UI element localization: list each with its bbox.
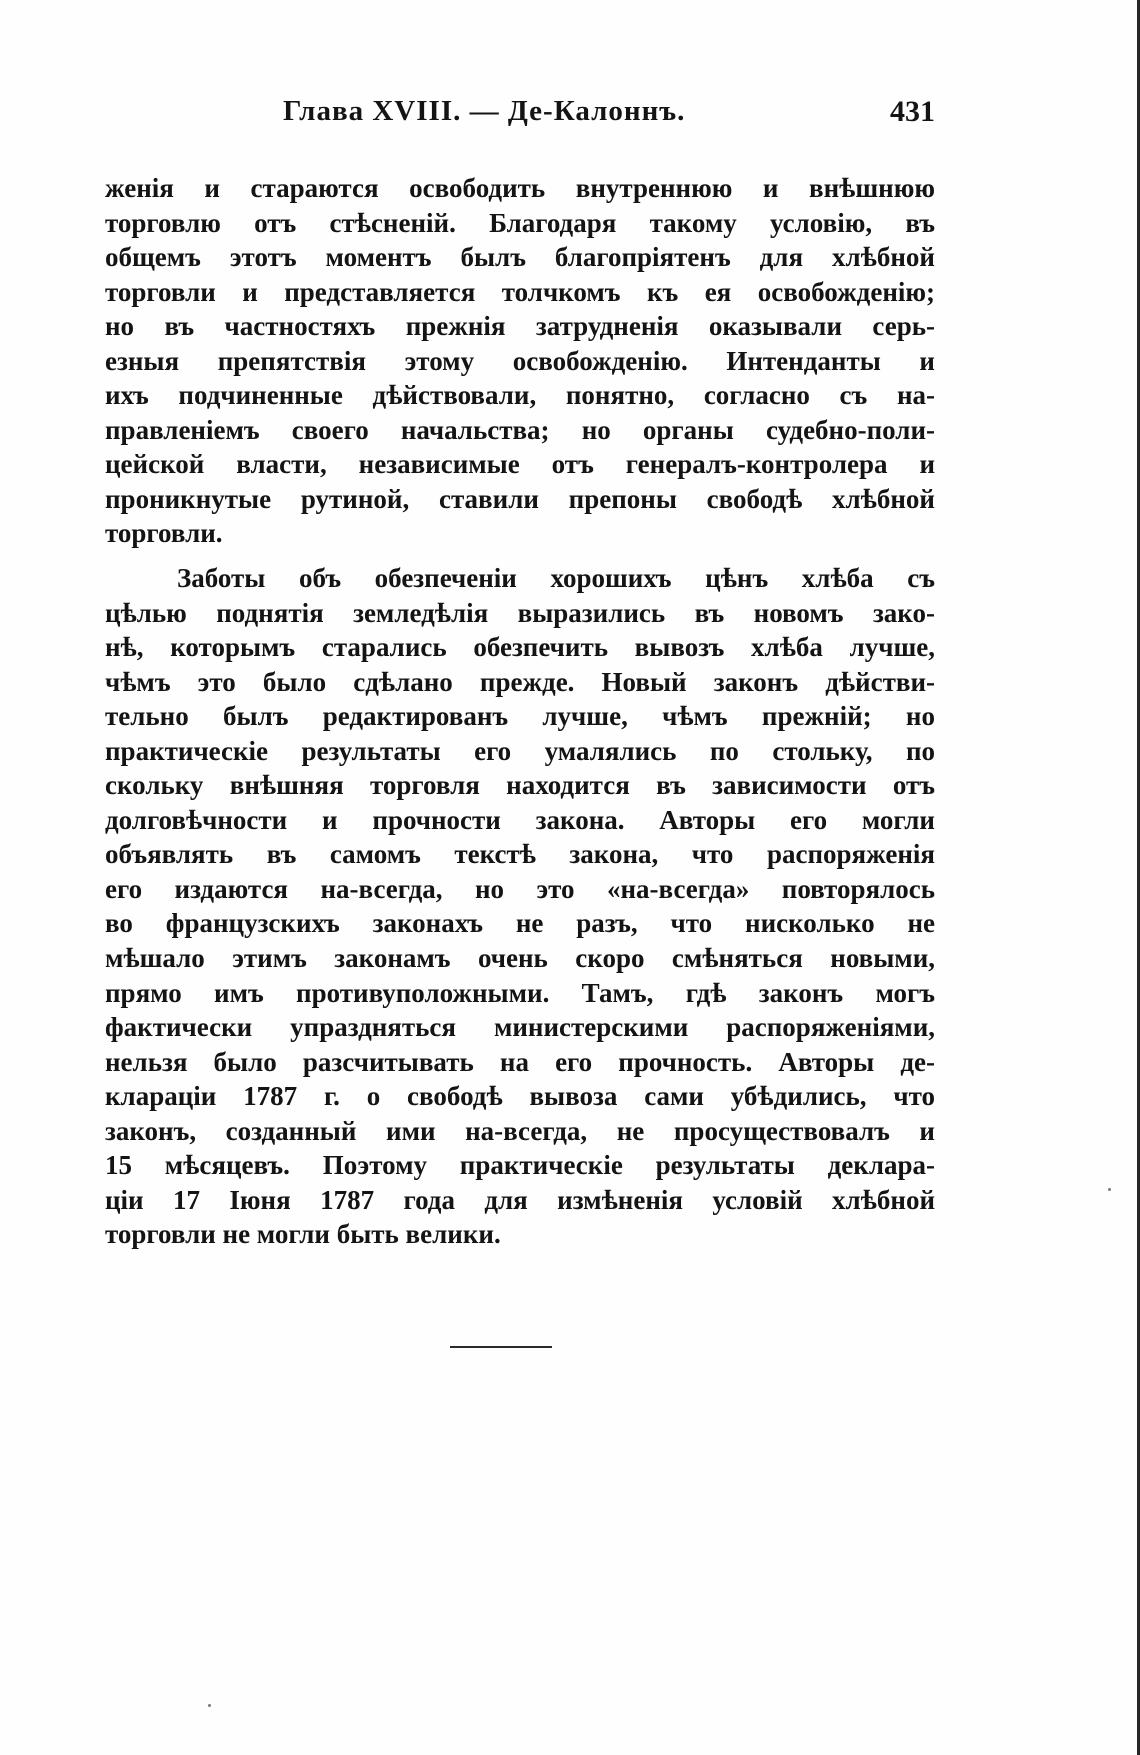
paragraph-2 xyxy=(105,561,935,1252)
text-line: но въ частностяхъ прежнія затрудненія оказывали серь- xyxy=(105,311,935,342)
text-line: цейской власти, независимые отъ генералъ-контролера и xyxy=(105,449,935,480)
scan-speck xyxy=(208,1704,211,1707)
text-line: езныя препятствія этому освобожденію. Интенданты и xyxy=(105,345,935,376)
text-line: объявлять въ самомъ текстѣ закона, что распоряженія xyxy=(105,839,935,870)
text-line: Заботы объ обезпеченіи хорошихъ цѣнъ хлѣба съ xyxy=(177,563,935,594)
text-line: чѣмъ это было сдѣлано прежде. Новый законъ дѣйстви- xyxy=(105,666,935,697)
text-line: нельзя было разсчитывать на его прочность. Авторы де- xyxy=(105,1046,935,1077)
text-line: торговли. xyxy=(105,518,223,549)
text-line: общемъ этотъ моментъ былъ благопріятенъ для хлѣбной xyxy=(105,242,935,273)
text-line: фактически упраздняться министерскими распоряженіями, xyxy=(105,1012,935,1043)
page-number: 431 xyxy=(890,95,935,128)
page-header xyxy=(283,95,935,131)
paragraph-1 xyxy=(105,171,935,551)
text-line: во французскихъ законахъ не разъ, что нисколько не xyxy=(105,908,935,939)
text-line: торговлю отъ стѣсненій. Благодаря такому условію, въ xyxy=(105,207,935,238)
text-line: ихъ подчиненные дѣйствовали, понятно, согласно съ на- xyxy=(105,380,935,411)
scan-speck xyxy=(1108,1188,1111,1191)
text-line: его издаются на-всегда, но это «на-всегда» повторялось xyxy=(105,873,935,904)
text-line: скольку внѣшняя торговля находится въ зависимости отъ xyxy=(105,770,935,801)
text-line: женія и стараются освободить внутреннюю и внѣшнюю xyxy=(105,173,935,203)
running-head: Глава XVIII. — Де-Калоннъ. xyxy=(283,95,686,127)
text-line: долговѣчности и прочности закона. Авторы его могли xyxy=(105,804,935,835)
body-text xyxy=(105,171,935,1252)
text-line: проникнутые рутиной, ставили препоны свободѣ хлѣбной xyxy=(105,483,935,514)
text-line: прямо имъ противуположными. Тамъ, гдѣ законъ могъ xyxy=(105,977,935,1008)
paragraph-gap xyxy=(105,551,935,561)
text-line: торговли и представляется толчкомъ къ ея освобожденію; xyxy=(105,276,935,307)
text-line: 15 мѣсяцевъ. Поэтому практическіе результаты деклара- xyxy=(105,1150,935,1181)
text-line: торговли не могли быть велики. xyxy=(105,1219,501,1250)
end-rule xyxy=(450,1346,552,1348)
text-line: правленіемъ своего начальства; но органы судебно-поли- xyxy=(105,414,935,445)
text-line: ціи 17 Іюня 1787 года для измѣненія условій хлѣбной xyxy=(105,1184,935,1215)
text-line: законъ, созданный ими на-всегда, не просуществовалъ и xyxy=(105,1115,935,1146)
text-line: нѣ, которымъ старались обезпечить вывозъ хлѣба лучше, xyxy=(105,632,935,663)
text-line: мѣшало этимъ законамъ очень скоро смѣняться новыми, xyxy=(105,943,935,974)
text-line: клараціи 1787 г. о свободѣ вывоза сами убѣдились, что xyxy=(105,1081,935,1112)
text-line: тельно былъ редактированъ лучше, чѣмъ прежній; но xyxy=(105,701,935,732)
text-line: практическіе результаты его умалялись по стольку, по xyxy=(105,735,935,766)
text-line: цѣлью поднятія земледѣлія выразились въ новомъ зако- xyxy=(105,597,935,628)
